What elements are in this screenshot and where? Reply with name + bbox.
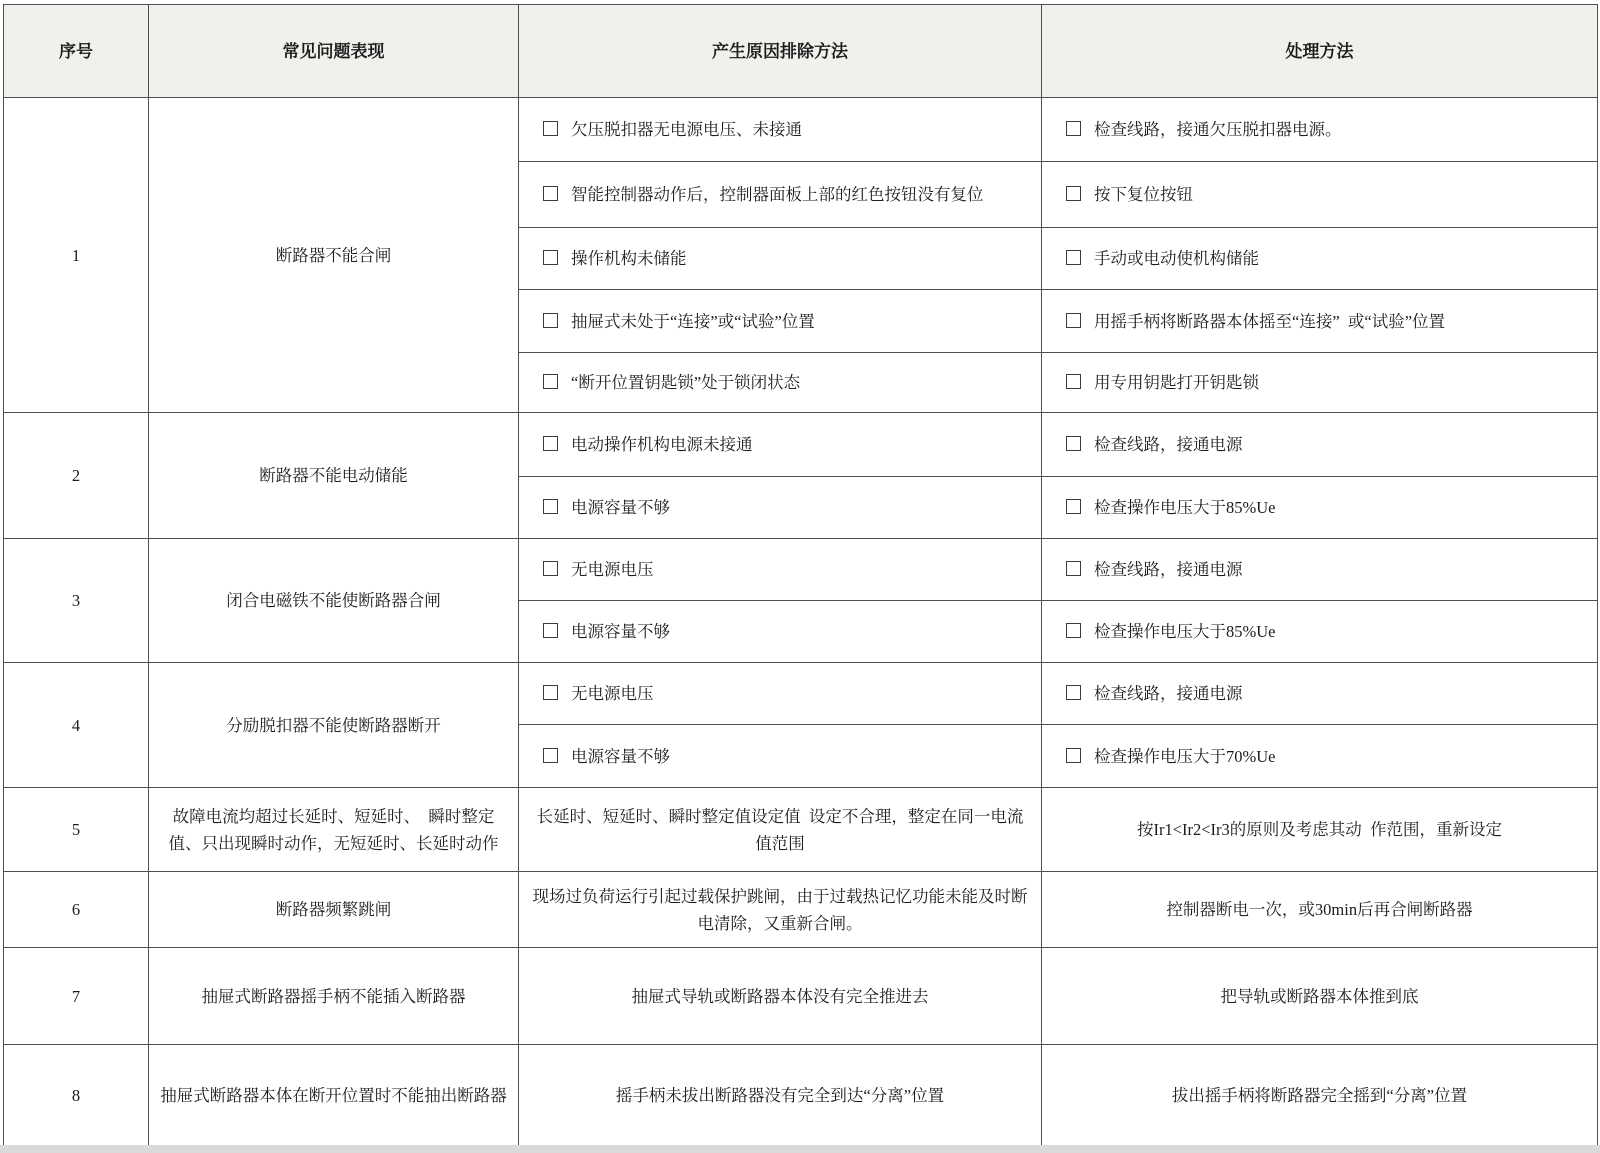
cause-cell bbox=[519, 725, 1042, 788]
cause-cell bbox=[519, 353, 1042, 413]
cause-cell bbox=[519, 477, 1042, 539]
cause-text: 欠压脱扣器无电源电压、未接通 bbox=[571, 120, 802, 139]
solution-text: 按下复位按钮 bbox=[1094, 185, 1193, 204]
solution-text: 检查线路，接通电源 bbox=[1094, 435, 1243, 454]
solution-cell: 按Ir1<Ir2<Ir3的原则及考虑其动 作范围，重新设定 bbox=[1042, 788, 1598, 872]
solution-cell bbox=[1042, 539, 1598, 601]
solution-cell bbox=[1042, 477, 1598, 539]
col-header-cause: 产生原因排除方法 bbox=[519, 5, 1042, 98]
cause-text: 操作机构未储能 bbox=[571, 249, 687, 268]
solution-cell bbox=[1042, 601, 1598, 663]
checkbox-icon bbox=[543, 561, 558, 576]
solution-cell: 控制器断电一次，或30min后再合闸断路器 bbox=[1042, 872, 1598, 948]
solution-cell bbox=[1042, 228, 1598, 290]
solution-cell bbox=[1042, 290, 1598, 353]
cause-cell: 抽屉式导轨或断路器本体没有完全推进去 bbox=[519, 948, 1042, 1045]
fault-diagnosis-table bbox=[3, 4, 1598, 1147]
solution-text: 检查操作电压大于85%Ue bbox=[1094, 498, 1276, 517]
problem-cell: 断路器不能电动储能 bbox=[149, 413, 519, 539]
solution-cell: 把导轨或断路器本体推到底 bbox=[1042, 948, 1598, 1045]
table-row bbox=[4, 98, 1598, 162]
checkbox-icon bbox=[1066, 623, 1081, 638]
cause-text: 无电源电压 bbox=[571, 684, 654, 703]
checkbox-icon bbox=[543, 121, 558, 136]
checkbox-icon bbox=[1066, 250, 1081, 265]
solution-cell bbox=[1042, 663, 1598, 725]
solution-cell bbox=[1042, 98, 1598, 162]
seq-cell: 1 bbox=[4, 98, 149, 413]
checkbox-icon bbox=[543, 748, 558, 763]
header-row bbox=[4, 5, 1598, 98]
col-header-seq: 序号 bbox=[4, 5, 149, 98]
solution-text: 检查线路，接通欠压脱扣器电源。 bbox=[1094, 120, 1342, 139]
cause-text: 电动操作机构电源未接通 bbox=[571, 435, 753, 454]
cause-text: 无电源电压 bbox=[571, 560, 654, 579]
checkbox-icon bbox=[543, 623, 558, 638]
checkbox-icon bbox=[1066, 748, 1081, 763]
col-header-solution: 处理方法 bbox=[1042, 5, 1598, 98]
cause-text: 电源容量不够 bbox=[571, 746, 670, 766]
cause-cell bbox=[519, 98, 1042, 162]
checkbox-icon bbox=[543, 374, 558, 389]
cause-cell bbox=[519, 539, 1042, 601]
solution-text: 检查操作电压大于85%Ue bbox=[1094, 622, 1276, 641]
problem-cell: 断路器不能合闸 bbox=[149, 98, 519, 413]
seq-cell: 8 bbox=[4, 1045, 149, 1147]
col-header-problem: 常见问题表现 bbox=[149, 5, 519, 98]
cause-cell bbox=[519, 290, 1042, 353]
checkbox-icon bbox=[543, 436, 558, 451]
table-row bbox=[4, 663, 1598, 725]
checkbox-icon bbox=[1066, 374, 1081, 389]
solution-text: 用专用钥匙打开钥匙锁 bbox=[1094, 373, 1259, 392]
page-edge-shadow bbox=[0, 1145, 1600, 1153]
cause-cell bbox=[519, 413, 1042, 477]
cause-text: 智能控制器动作后，控制器面板上部的红色按钮没有复位 bbox=[571, 185, 984, 204]
checkbox-icon bbox=[1066, 561, 1081, 576]
cause-cell bbox=[519, 228, 1042, 290]
table-row bbox=[4, 413, 1598, 477]
solution-cell bbox=[1042, 725, 1598, 788]
solution-text: 手动或电动使机构储能 bbox=[1094, 249, 1259, 268]
solution-cell bbox=[1042, 413, 1598, 477]
solution-cell: 拔出摇手柄将断路器完全摇到“分离”位置 bbox=[1042, 1045, 1598, 1147]
checkbox-icon bbox=[1066, 121, 1081, 136]
cause-cell: 摇手柄未拔出断路器没有完全到达“分离”位置 bbox=[519, 1045, 1042, 1147]
seq-cell: 6 bbox=[4, 872, 149, 948]
seq-cell: 7 bbox=[4, 948, 149, 1045]
seq-cell: 3 bbox=[4, 539, 149, 663]
solution-cell bbox=[1042, 353, 1598, 413]
checkbox-icon bbox=[1066, 499, 1081, 514]
cause-text: 抽屉式未处于“连接”或“试验”位置 bbox=[571, 311, 815, 331]
solution-text: 用摇手柄将断路器本体摇至“连接” 或“试验”位置 bbox=[1094, 311, 1446, 331]
cause-text: 电源容量不够 bbox=[571, 498, 670, 517]
table-row bbox=[4, 872, 1598, 948]
checkbox-icon bbox=[1066, 313, 1081, 328]
problem-cell: 故障电流均超过长延时、短延时、 瞬时整定值、只出现瞬时动作，无短延时、长延时动作 bbox=[149, 788, 519, 872]
table-row bbox=[4, 539, 1598, 601]
solution-text: 检查线路，接通电源 bbox=[1094, 684, 1243, 703]
table-row bbox=[4, 948, 1598, 1045]
cause-text: “断开位置钥匙锁”处于锁闭状态 bbox=[571, 373, 801, 392]
solution-cell bbox=[1042, 162, 1598, 228]
solution-text: 检查操作电压大于70%Ue bbox=[1094, 746, 1276, 766]
table-row bbox=[4, 1045, 1598, 1147]
cause-cell: 长延时、短延时、瞬时整定值设定值 设定不合理，整定在同一电流值范围 bbox=[519, 788, 1042, 872]
problem-cell: 抽屉式断路器本体在断开位置时不能抽出断路器 bbox=[149, 1045, 519, 1147]
cause-cell bbox=[519, 162, 1042, 228]
seq-cell: 5 bbox=[4, 788, 149, 872]
checkbox-icon bbox=[543, 250, 558, 265]
checkbox-icon bbox=[543, 186, 558, 201]
problem-cell: 分励脱扣器不能使断路器断开 bbox=[149, 663, 519, 788]
checkbox-icon bbox=[543, 499, 558, 514]
solution-text: 检查线路，接通电源 bbox=[1094, 560, 1243, 579]
cause-cell bbox=[519, 663, 1042, 725]
checkbox-icon bbox=[1066, 685, 1081, 700]
cause-cell: 现场过负荷运行引起过载保护跳闸，由于过载热记忆功能未能及时断电清除，又重新合闸。 bbox=[519, 872, 1042, 948]
checkbox-icon bbox=[1066, 186, 1081, 201]
checkbox-icon bbox=[543, 685, 558, 700]
problem-cell: 抽屉式断路器摇手柄不能插入断路器 bbox=[149, 948, 519, 1045]
seq-cell: 4 bbox=[4, 663, 149, 788]
table-row bbox=[4, 788, 1598, 872]
problem-cell: 断路器频繁跳闸 bbox=[149, 872, 519, 948]
problem-cell: 闭合电磁铁不能使断路器合闸 bbox=[149, 539, 519, 663]
seq-cell: 2 bbox=[4, 413, 149, 539]
cause-text: 电源容量不够 bbox=[571, 622, 670, 641]
checkbox-icon bbox=[543, 313, 558, 328]
cause-cell bbox=[519, 601, 1042, 663]
checkbox-icon bbox=[1066, 436, 1081, 451]
